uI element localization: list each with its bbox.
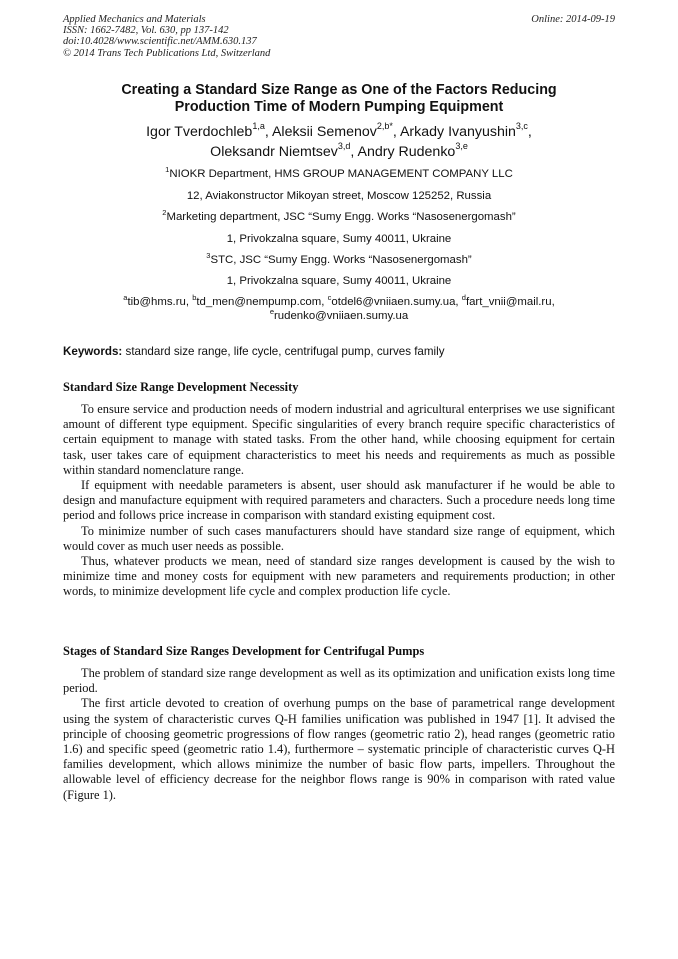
- keywords-label: Keywords:: [63, 345, 123, 358]
- keywords: [63, 345, 615, 359]
- author-name: Igor Tverdochleb: [146, 124, 253, 140]
- paragraph: Thus, whatever products we mean, need of standard size ranges development is caused by the wish to minimize time and money costs for equipment with new parameters and requirements production; in other words, to minimize development life cycle and complex production life cycle.: [63, 554, 615, 599]
- affiliation-1: [63, 167, 615, 181]
- email-mark: d: [461, 293, 466, 303]
- email-list: $^a$tib@hms.ru, $^b$td_men@nempump.com, $^c$otdel6@vniiaen.sumy.ua, $^d$fart_vnii@mail.ru, $^e$rudenko@vniiaen.sumy.ua: [123, 293, 555, 322]
- title-line-2: Production Time of Modern Pumping Equipment: [174, 99, 504, 115]
- affiliation-3-address: 1, Privokzalna square, Sumy 40011, Ukraine: [226, 275, 452, 287]
- journal-header: [63, 14, 270, 59]
- email-link[interactable]: tib@hms.ru: [127, 296, 186, 308]
- paragraph: To ensure service and production needs of modern industrial and agricultural enterprises we use significant amount of different type equipment. Specific singularities of every branch require specific characteristics of certain equipment to manage with stated tasks. From the other hand, while choosing equipment for certain task, user takes care of equipment characteristics to meet his needs and requirements as much as possible within standard nomenclature range.: [63, 402, 615, 477]
- section-1-body: [63, 402, 615, 600]
- affiliation-mark: 3: [206, 251, 211, 261]
- affiliation-org: NIOKR Department, HMS GROUP MANAGEMENT COMPANY LLC: [169, 168, 513, 180]
- affiliation-org: Marketing department, JSC “Sumy Engg. Works “Nasosenergomash”: [166, 211, 516, 223]
- affiliation-mark: 2: [162, 208, 167, 218]
- copyright-line: © 2014 Trans Tech Publications Ltd, Switzerland: [63, 47, 271, 59]
- email-link[interactable]: rudenko@vniiaen.sumy.ua: [273, 310, 409, 322]
- email-link[interactable]: td_men@nempump.com: [196, 296, 322, 308]
- author-name: Aleksii Semenov: [271, 124, 377, 140]
- author-name: Arkady Ivanyushin: [399, 124, 516, 140]
- online-date: Online: 2014-09-19: [531, 14, 615, 25]
- email-link[interactable]: otdel6@vniiaen.sumy.ua: [331, 296, 456, 308]
- author-list: Igor Tverdochleb$^{1,a}$, Aleksii Semenov$^{2,b*}$, Arkady Ivanyushin$^{3,c}$, Oleksandr Niemtsev$^{3,d}$, Andry Rudenko$^{3,e}$: [146, 121, 532, 160]
- journal-name: Applied Mechanics and Materials: [63, 14, 206, 25]
- section-2-body: [63, 666, 615, 803]
- article-doi[interactable]: doi:10.4028/www.scientific.net/AMM.630.137: [63, 36, 257, 48]
- email-mark: a: [123, 293, 128, 303]
- email-link[interactable]: fart_vnii@mail.ru: [465, 296, 552, 308]
- affiliation-2: [63, 210, 615, 224]
- email-mark: e: [269, 307, 274, 317]
- author-affiliation-mark: 3,d: [337, 141, 351, 152]
- section-2-heading: Stages of Standard Size Ranges Development for Centrifugal Pumps: [63, 644, 425, 658]
- paragraph: To minimize number of such cases manufacturers should have standard size range of equipment, which would cover as much user needs as possible.: [63, 523, 615, 553]
- author-name: Oleksandr Niemtsev: [210, 144, 338, 160]
- email-mark: c: [327, 293, 332, 303]
- author-name: Andry Rudenko: [357, 144, 456, 160]
- paragraph: The problem of standard size range development as well as its optimization and unification exists long time period.: [63, 666, 615, 696]
- author-affiliation-mark: 2,b*: [376, 121, 393, 132]
- affiliation-3: [63, 253, 615, 267]
- paragraph: The first article devoted to creation of overhung pumps on the base of parametrical range development using the system of characteristic curves Q-H families unification was published in 1947 [1]. It advised the principle of choosing geometric progressions of flow ranges (geometric ratio 2), head ranges (geometric ratio 1.6) and specific speed (geometric ratio 1.4), furthermore – systematic principle of characteristic curves Q-H families development, which allows minimize the number of basic flow parts, impellers. Throughout the allowable level of efficiency decrease for the neighbor flows range is 90% in comparison with rated value (Figure 1).: [63, 696, 615, 802]
- author-affiliation-mark: 3,e: [455, 141, 468, 152]
- section-1-heading: Standard Size Range Development Necessity: [63, 380, 299, 394]
- title-line-1: Creating a Standard Size Range as One of the Factors Reducing: [121, 82, 557, 98]
- journal-issn: ISSN: 1662-7482, Vol. 630, pp 137-142: [63, 25, 229, 37]
- affiliation-org: STC, JSC “Sumy Engg. Works “Nasosenergomash”: [210, 254, 472, 266]
- affiliation-mark: 1: [165, 165, 170, 175]
- paper-title: [63, 82, 615, 116]
- author-affiliation-mark: 3,c: [515, 121, 528, 132]
- keywords-text: standard size range, life cycle, centrifugal pump, curves family: [125, 345, 445, 358]
- author-affiliation-mark: 1,a: [252, 121, 265, 132]
- affiliation-2-address: 1, Privokzalna square, Sumy 40011, Ukraine: [226, 233, 452, 245]
- paragraph: If equipment with needable parameters is absent, user should ask manufacturer if he would be able to design and manufacture equipment with required parameters and characters. Such a procedure needs long time period and follows price increase in comparison with standard existing equipment cost.: [63, 478, 615, 523]
- affiliation-1-address: 12, Aviakonstructor Mikoyan street, Moscow 125252, Russia: [186, 190, 492, 202]
- email-mark: b: [192, 293, 197, 303]
